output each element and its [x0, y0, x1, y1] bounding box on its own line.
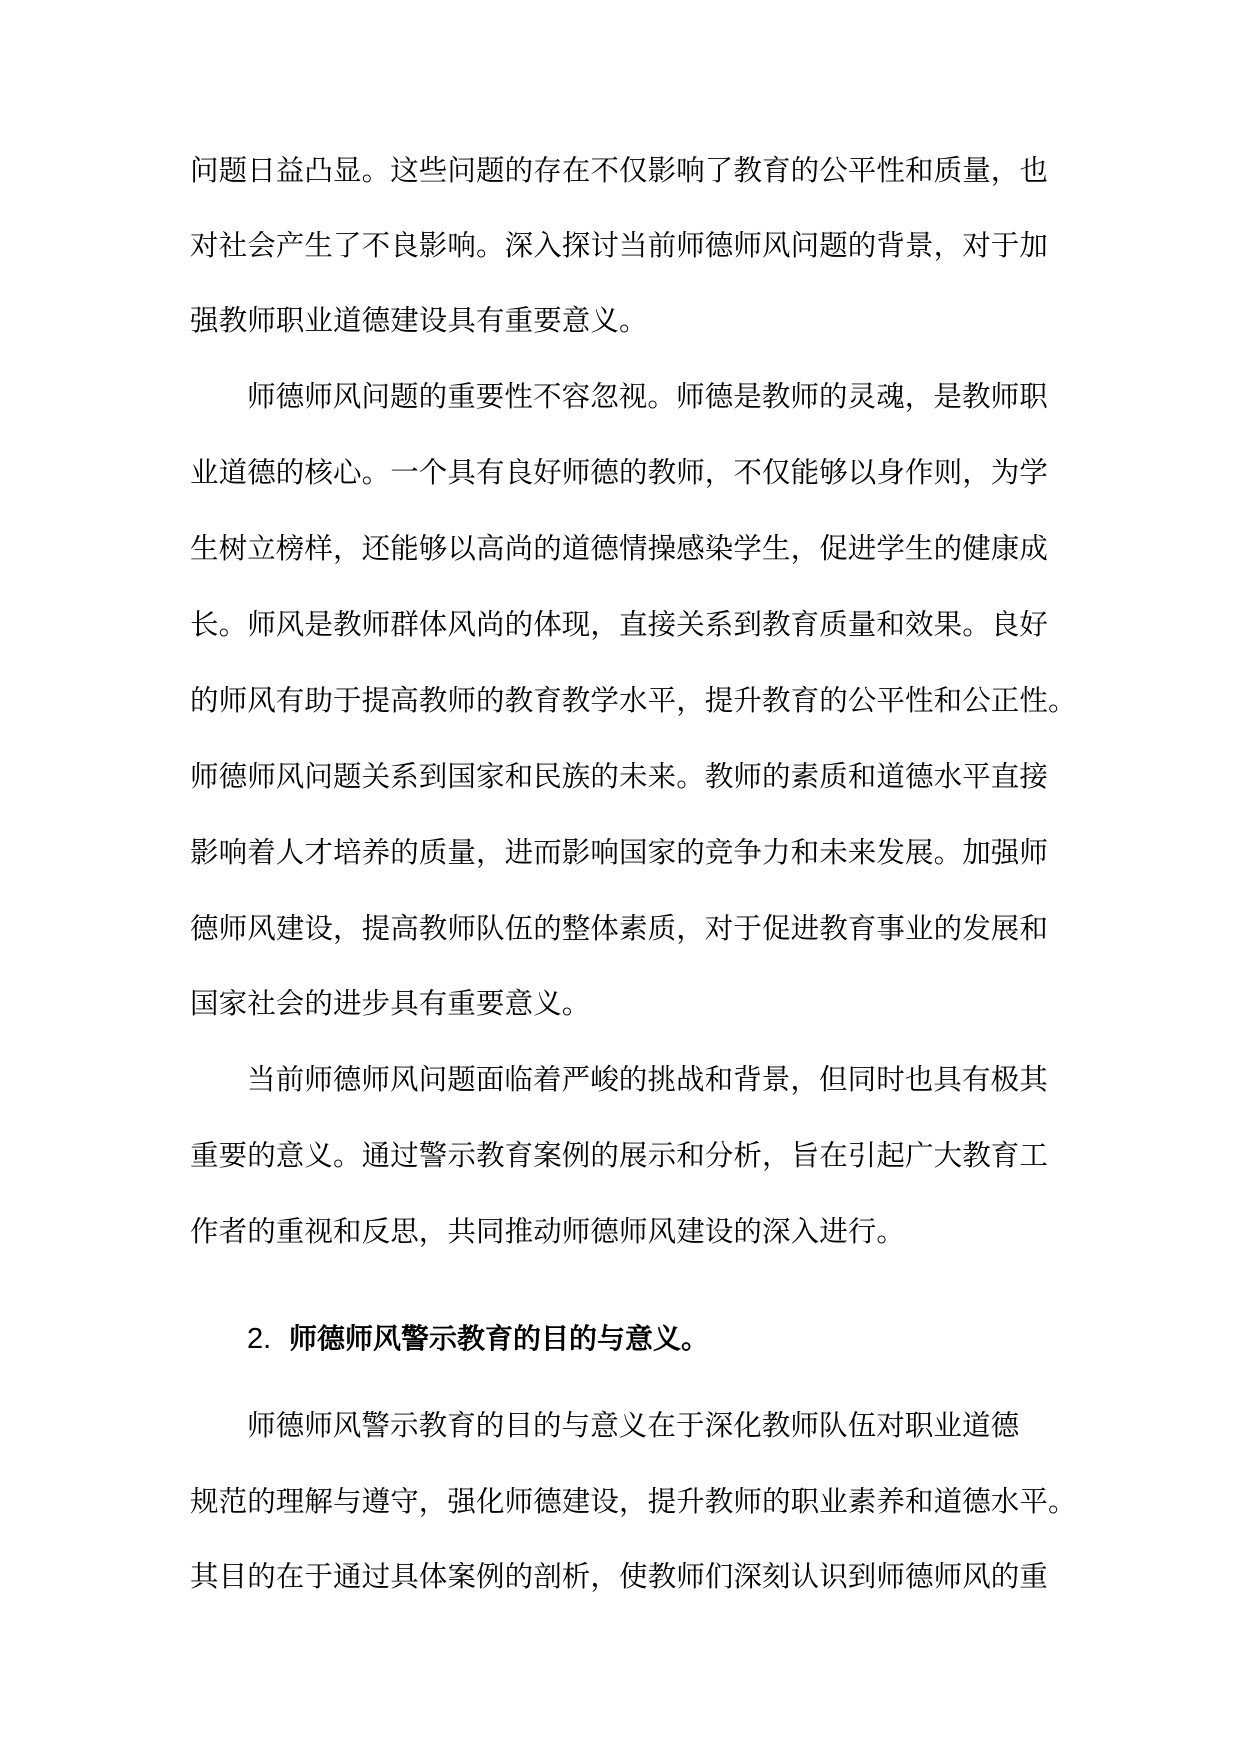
- paragraph-2-line-8: 德师风建设，提高教师队伍的整体素质，对于促进教育事业的发展和: [190, 912, 1049, 945]
- paragraph-1-line-3: 强教师职业道德建设具有重要意义。: [190, 304, 648, 337]
- section-number: 2.: [247, 1323, 272, 1355]
- paragraph-2-line-5: 的师风有助于提高教师的教育教学水平，提升教育的公平性和公正性。: [190, 684, 1077, 717]
- paragraph-4-line-2: 规范的理解与遵守，强化师德建设，提升教师的职业素养和道德水平。: [190, 1485, 1077, 1518]
- paragraph-3-line-2: 重要的意义。通过警示教育案例的展示和分析，旨在引起广大教育工: [190, 1139, 1049, 1172]
- paragraph-2-line-6: 师德师风问题关系到国家和民族的未来。教师的素质和道德水平直接: [190, 760, 1049, 793]
- paragraph-2-line-3: 生树立榜样，还能够以高尚的道德情操感染学生，促进学生的健康成: [190, 532, 1049, 565]
- paragraph-3-line-1: 当前师德师风问题面临着严峻的挑战和背景，但同时也具有极其: [247, 1063, 1048, 1096]
- paragraph-2-line-7: 影响着人才培养的质量，进而影响国家的竞争力和未来发展。加强师: [190, 836, 1049, 869]
- paragraph-2-line-1: 师德师风问题的重要性不容忽视。师德是教师的灵魂，是教师职: [247, 380, 1048, 413]
- paragraph-4-line-3: 其目的在于通过具体案例的剖析，使教师们深刻认识到师德师风的重: [190, 1560, 1049, 1593]
- paragraph-2-line-2: 业道德的核心。一个具有良好师德的教师，不仅能够以身作则，为学: [190, 456, 1049, 489]
- paragraph-2-line-9: 国家社会的进步具有重要意义。: [190, 987, 591, 1020]
- paragraph-4-line-1: 师德师风警示教育的目的与意义在于深化教师队伍对职业道德: [247, 1409, 1020, 1442]
- section-title: 师德师风警示教育的目的与意义。: [289, 1322, 710, 1355]
- paragraph-1-line-1: 问题日益凸显。这些问题的存在不仅影响了教育的公平性和质量，也: [190, 154, 1049, 187]
- paragraph-1-line-2: 对社会产生了不良影响。深入探讨当前师德师风问题的背景，对于加: [190, 229, 1049, 262]
- paragraph-3-line-3: 作者的重视和反思，共同推动师德师风建设的深入进行。: [190, 1215, 906, 1248]
- section-heading: [247, 1322, 710, 1355]
- paragraph-2-line-4: 长。师风是教师群体风尚的体现，直接关系到教育质量和效果。良好: [190, 608, 1049, 641]
